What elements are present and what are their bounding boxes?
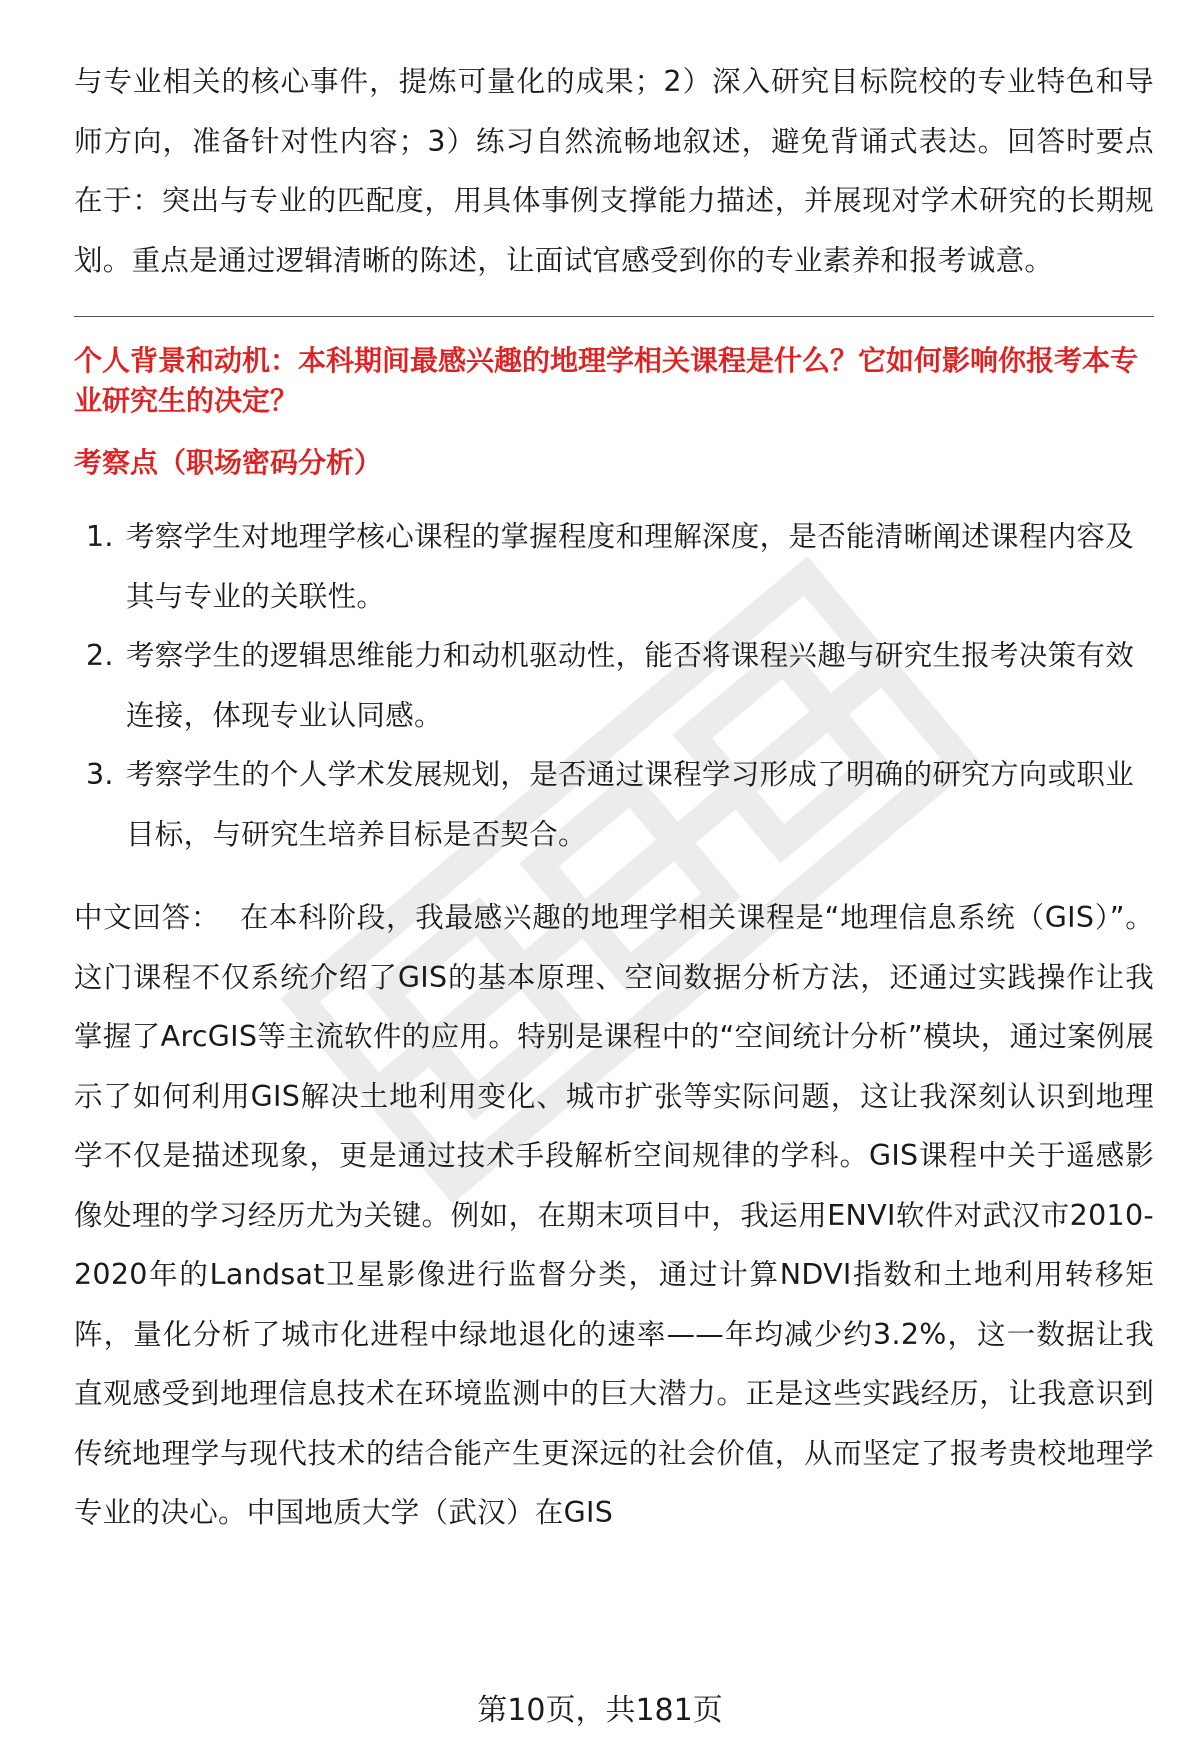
assessment-heading: 考察点（职场密码分析） bbox=[74, 446, 383, 479]
assessment-item-number: 2. bbox=[86, 639, 114, 672]
main-content bbox=[74, 52, 1154, 1543]
answer-text: 在本科阶段，我最感兴趣的地理学相关课程是“地理信息系统（GIS）”。这门课程不仅系统介绍了GIS的基本原理、空间数据分析方法，还通过实践操作让我掌握了ArcGIS等主流软件的应用。特别是课程中的“空间统计分析”模块，通过案例展示了如何利用GIS解决土地利用变化、城市扩张等实际问题，这让我深刻认识到地理学不仅是描述现象，更是通过技术手段解析空间规律的学科。GIS课程中关于遥感影像处理的学习经历尤为关键。例如，在期末项目中，我运用ENVI软件对武汉市2010-2020年的Landsat卫星影像进行监督分类，通过计算NDVI指数和土地利用转移矩阵，量化分析了城市化进程中绿地退化的速率——年均减少约3.2%，这一数据让我直观感受到地理信息技术在环境监测中的巨大潜力。正是这些实践经历，让我意识到传统地理学与现代技术的结合能产生更深远的社会价值，从而坚定了报考贵校地理学专业的决心。中国地质大学（武汉）在GIS bbox=[74, 901, 1155, 1529]
page-number: 第10页，共181页 bbox=[477, 1693, 723, 1728]
assessment-item bbox=[74, 626, 1154, 745]
assessment-item-text: 考察学生的逻辑思维能力和动机驱动性，能否将课程兴趣与研究生报考决策有效连接，体现专业认同感。 bbox=[126, 639, 1135, 732]
answer-paragraph bbox=[74, 888, 1154, 1543]
section-divider bbox=[74, 316, 1154, 317]
assessment-list bbox=[74, 507, 1154, 864]
assessment-item-text: 考察学生的个人学术发展规划，是否通过课程学习形成了明确的研究方向或职业目标，与研究生培养目标是否契合。 bbox=[126, 758, 1135, 851]
assessment-item bbox=[74, 745, 1154, 864]
assessment-item bbox=[74, 507, 1154, 626]
intro-paragraph: 与专业相关的核心事件，提炼可量化的成果；2）深入研究目标院校的专业特色和导师方向，准备针对性内容；3）练习自然流畅地叙述，避免背诵式表达。回答时要点在于：突出与专业的匹配度，用具体事例支撑能力描述，并展现对学术研究的长期规划。重点是通过逻辑清晰的陈述，让面试官感受到你的专业素养和报考诚意。 bbox=[74, 65, 1154, 277]
assessment-item-text: 考察学生对地理学核心课程的掌握程度和理解深度，是否能清晰阐述课程内容及其与专业的关联性。 bbox=[126, 520, 1135, 613]
question-title: 个人背景和动机：本科期间最感兴趣的地理学相关课程是什么？它如何影响你报考本专业研究生的决定？ bbox=[74, 344, 1139, 417]
assessment-item-number: 1. bbox=[86, 520, 114, 553]
assessment-item-number: 3. bbox=[86, 758, 114, 791]
answer-label: 中文回答： bbox=[74, 901, 221, 934]
